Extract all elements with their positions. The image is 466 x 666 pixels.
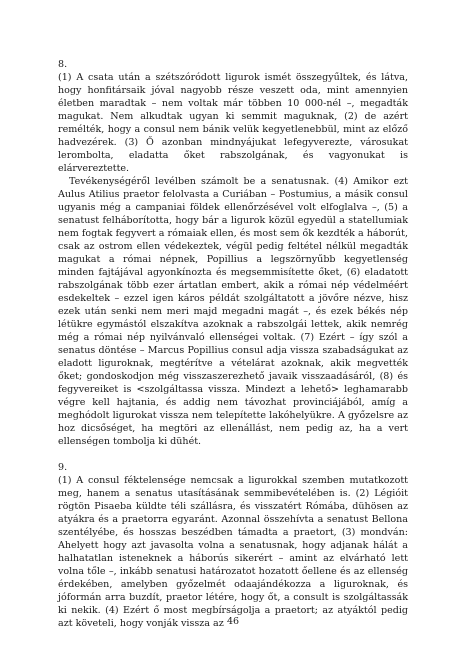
body-text bbox=[58, 58, 408, 630]
page-number: 46 bbox=[226, 616, 240, 627]
section-number-9: 9. bbox=[58, 462, 68, 473]
paragraph-8-1: (1) A csata után a szétszóródott ligurok ismét összegyűltek, és látva, hogy honfitársaik jóval nagyobb része veszett oda, mint amennyien életben maradtak – nem voltak már többen 10 000-nél –, megadták magukat. Nem alkudtak ugyan ki semmit maguknak, (2) de azért remélték, hogy a consul nem bánik velük kegyetlenebbül, mint az előző hadvezérek. (3) Ő azonban mindnyájukat lefegyverezte, városukat lerombolta, eladatta őket rabszolgának, és vagyonukat is elárvereztette. bbox=[58, 72, 408, 174]
paragraph-9-1: (1) A consul féktelensége nemcsak a ligurokkal szemben mutatkozott meg, hanem a senatus utasításának semmibevételében is. (2) Légióit rögtön Pisaeba küldte téli szállásra, és visszatért Rómába, dühösen az atyákra és a praetorra egyaránt. Azonnal összehívta a senatust Bellona szentélyébe, és hosszas beszédben támadta a praetort, (3) mondván: Ahelyett hogy azt javasolta volna a senatusnak, hogy adjanak hálát a halhatatlan isteneknek a háborús sikerért – amint az elvárható lett volna tőle –, inkább senatusi határozatot hozatott őellene és az ellenség érdekében, amelyben győzelmét odaajándékozza a liguroknak, és jóformán arra buzdít, praetor létére, hogy őt, a consult is szolgáltassák ki nekik. (4) Ezért ő most megbírságolja a praetort; az atyáktól pedig azt követeli, hogy vonják vissza az bbox=[58, 475, 408, 629]
section-number-8: 8. bbox=[58, 59, 68, 70]
section-gap bbox=[58, 448, 408, 461]
paragraph-8-2: Tevékenységéről levélben számolt be a senatusnak. (4) Amikor ezt Aulus Atilius praetor felolvasta a Curiában – Postumius, a másik consul ugyanis még a campaniai földek ellenőrzésével volt elfoglalva –, (5) a senatust felháborította, hogy bár a ligurok közül egyedül a statellumiak nem fogtak fegyvert a rómaiak ellen, és most sem ők kezdték a háborút, csak az ostrom ellen védekeztek, végül pedig feltétel nélkül megadták magukat a római népnek, Popillius a legszörnyűbb kegyetlenség minden fajtájával agyonkínozta és megsemmisítette őket, (6) eladatott rabszolgának több ezer ártatlan embert, akik a római nép védelméért esdekeltek – ezzel igen káros példát szolgáltatott a jövőre nézve, hisz ezek után senki nem meri majd megadni magát –, és ezek békés nép létükre egymástól elszakítva azoknak a rabszolgái lettek, akik nemrég még a római nép nyilvánvaló ellenségei voltak. (7) Ezért – így szól a senatus döntése – Marcus Popillius consul adja vissza szabadságukat az eladott liguroknak, megtérítve a vételárat azoknak, akik megvették őket; gondoskodjon még visszaszerezhető javaik visszaadásáról, (8) és fegyvereiket is <szolgáltassa vissza. Mindezt a lehető> leghamarabb végre kell hajtania, és addig nem távozhat provinciájából, amíg a meghódolt ligurokat vissza nem telepítette lakóhelyükre. A győzelsre az hoz dicsőséget, ha megtöri az ellenállást, nem pedig az, ha a vert ellenségen tombolja ki dühét. bbox=[58, 176, 409, 447]
